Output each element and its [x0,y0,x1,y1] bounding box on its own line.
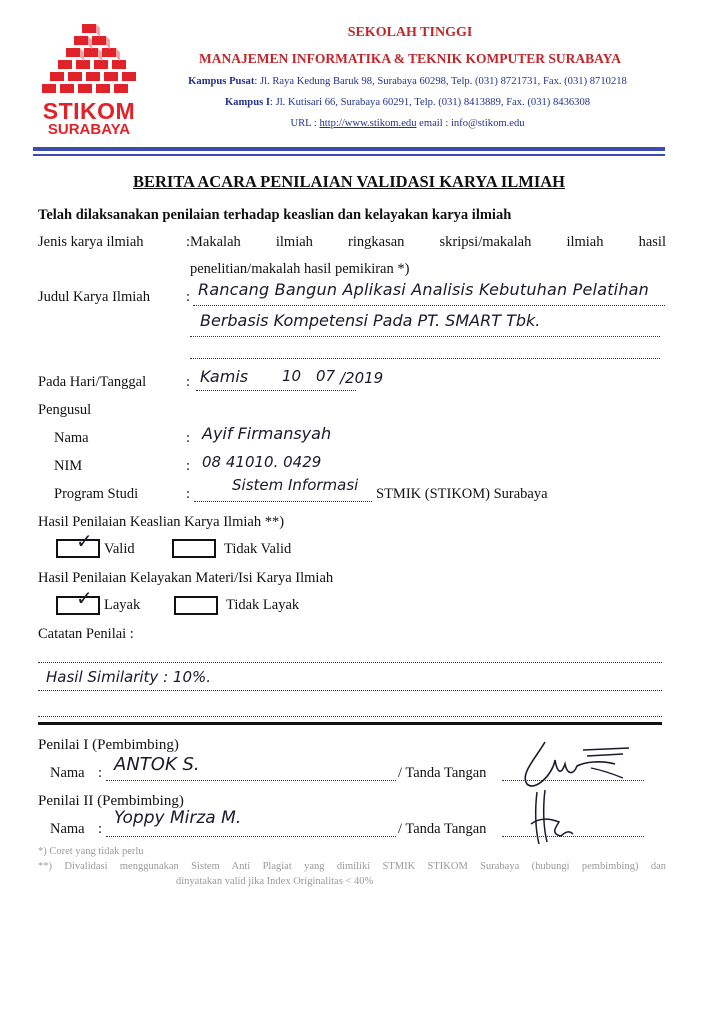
jenis-label: Jenis karya ilmiah [38,234,144,250]
footnote-3: dinyatakan valid jika Index Originalitas < 40% [176,876,374,887]
kampus-pusat-text: : Jl. Raya Kedung Baruk 98, Surabaya 60298, Telp. (031) 8721731, Fax. (031) 8710218 [254,76,627,87]
prodi-value: Sistem Informasi [232,476,359,494]
layak-check-icon: ✓ [76,586,93,610]
pengusul-nama-label: Nama [54,430,89,446]
tidak-valid-checkbox[interactable] [172,539,216,558]
penilai1-sign-label: / Tanda Tangan [398,765,487,781]
judul-value-1: Rancang Bangun Aplikasi Analisis Kebutuhan Pelatihan [198,280,650,299]
penilai2-nama-value: Yoppy Mirza M. [114,808,242,828]
catatan-line-1 [38,648,662,663]
url-label: URL : [290,118,317,129]
nim-value: 08 41010. 0429 [202,453,322,471]
pengusul-nama-value: Ayif Firmansyah [202,424,332,443]
keaslian-title: Hasil Penilaian Keaslian Karya Ilmiah **) [38,514,285,530]
tanggal-day: Kamis [200,367,249,386]
kampus-1-text: : Jl. Kutisari 66, Surabaya 60291, Telp. (031) 8413889, Fax. (031) 8436308 [269,97,591,108]
penilai2-sign-label: / Tanda Tangan [398,821,487,837]
header-rule-thin [33,154,665,156]
penilai2-signature-icon [515,788,575,848]
catatan-note: Hasil Similarity : 10%. [46,668,212,686]
logo-text-stikom: STIKOM [42,98,136,124]
prodi-suffix: STMIK (STIKOM) Surabaya [376,486,548,502]
valid-label: Valid [104,541,135,557]
penilai1-nama-colon: : [98,765,103,781]
penilai2-title: Penilai II (Pembimbing) [38,793,184,809]
judul-value-2: Berbasis Kompetensi Pada PT. SMART Tbk. [200,311,541,330]
pengusul-nama-colon: : [186,430,191,446]
penilai2-nama-colon: : [98,821,103,837]
tidak-layak-label: Tidak Layak [226,597,300,613]
catatan-line-3 [38,700,662,717]
nim-colon: : [186,458,191,474]
tanggal-colon: : [186,374,191,390]
tanggal-year: /2019 [340,369,384,387]
judul-line-3 [190,342,660,359]
judul-label: Judul Karya Ilmiah [38,289,150,305]
penilai1-nama-value: ANTOK S. [114,754,200,775]
stikom-logo [36,22,142,140]
header-line-2: MANAJEMEN INFORMATIKA & TEKNIK KOMPUTER SURABAYA [199,51,621,66]
jenis-value-2: penelitian/makalah hasil pemikiran *) [190,261,410,277]
nim-label: NIM [54,458,83,474]
header-line-1: SEKOLAH TINGGI [347,25,473,40]
tanggal-label: Pada Hari/Tanggal [38,374,147,390]
header-rule-thick [33,147,665,151]
prodi-label: Program Studi [54,486,139,502]
judul-colon: : [186,289,191,305]
kampus-1-label: Kampus I [224,97,270,108]
kampus-pusat-label: Kampus Pusat [188,76,255,87]
tanggal-date: 10 [282,367,302,385]
kelayakan-title: Hasil Penilaian Kelayakan Materi/Isi Karya Ilmiah [38,570,334,586]
catatan-label: Catatan Penilai : [38,626,134,642]
penilai1-nama-label: Nama [50,765,85,781]
tidak-layak-checkbox[interactable] [174,596,218,615]
pengusul-label: Pengusul [38,402,92,418]
header-kampus-pusat [145,76,670,87]
valid-check-icon: ✓ [76,529,93,553]
layak-label: Layak [104,597,141,613]
prodi-colon: : [186,486,191,502]
logo-text-surabaya: SURABAYA [47,121,131,138]
jenis-value-1: :Makalah ilmiah ringkasan skripsi/makalah ilmiah hasil [186,234,666,250]
penilai1-title: Penilai I (Pembimbing) [38,737,179,753]
header-kampus-1 [145,97,670,108]
footnote-1: *) Coret yang tidak perlu [38,846,144,857]
email-link[interactable]: info@stikom.edu [450,118,525,129]
email-label: email : [419,118,449,129]
penilai1-signature-icon [505,734,635,794]
penilai2-nama-label: Nama [50,821,85,837]
url-link[interactable]: http://www.stikom.edu [319,118,417,129]
footnote-2: **) Divalidasi menggunakan Sistem Anti Plagiat yang dimiliki STMIK STIKOM Surabaya (hubungi pembimbing) dan [38,861,666,872]
intro-text: Telah dilaksanakan penilaian terhadap keaslian dan kelayakan karya ilmiah [38,207,512,223]
catatan-line-2 [38,674,662,691]
section-divider [38,722,662,725]
tanggal-month: 07 [316,367,336,385]
tidak-valid-label: Tidak Valid [224,541,292,557]
header-url-line [145,118,670,129]
page-title: BERITA ACARA PENILAIAN VALIDASI KARYA ILMIAH [132,172,566,191]
